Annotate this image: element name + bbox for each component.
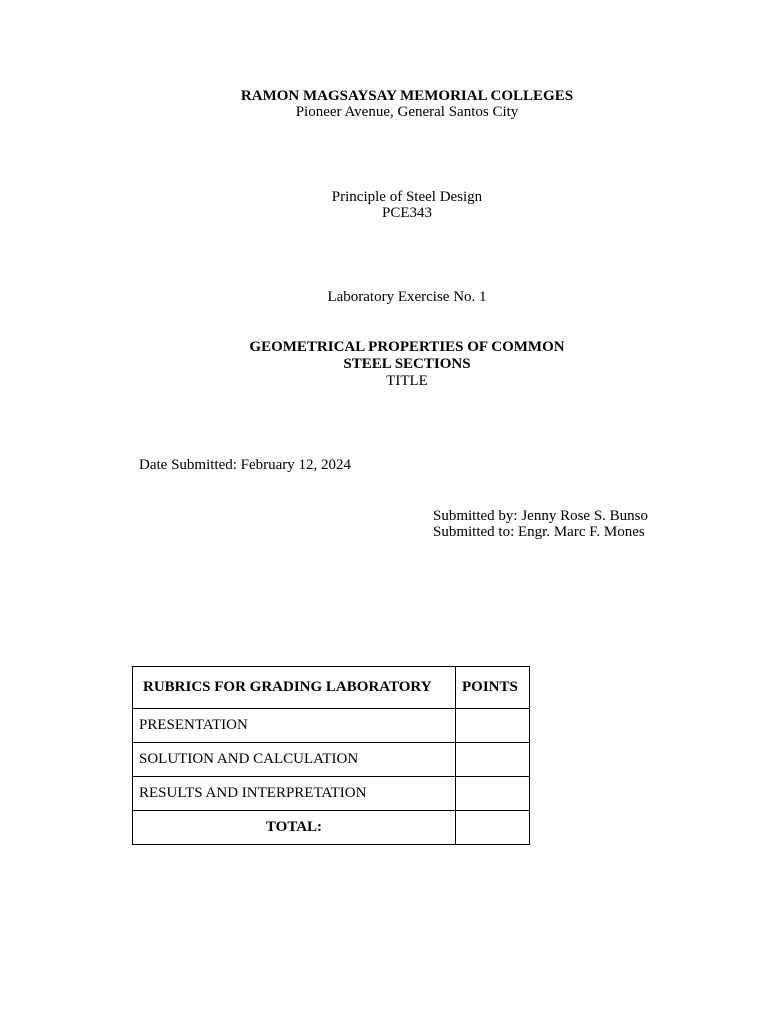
rubrics-header-points: POINTS: [456, 667, 530, 709]
exercise-title-line2: STEEL SECTIONS: [343, 356, 471, 372]
rubric-criterion: SOLUTION AND CALCULATION: [133, 743, 456, 777]
course-name: Principle of Steel Design: [331, 189, 483, 205]
date-submitted: Date Submitted: February 12, 2024: [139, 457, 352, 473]
exercise-label: Laboratory Exercise No. 1: [327, 289, 487, 305]
rubric-points-cell: [456, 777, 530, 811]
exercise-title-line1: GEOMETRICAL PROPERTIES OF COMMON: [249, 339, 565, 355]
rubric-total-points-cell: [456, 811, 530, 845]
rubric-total-label: TOTAL:: [133, 811, 456, 845]
institution-name: RAMON MAGSAYSAY MEMORIAL COLLEGES: [240, 88, 574, 104]
rubric-criterion: PRESENTATION: [133, 709, 456, 743]
exercise-title-caption: TITLE: [386, 373, 428, 389]
table-row: [133, 743, 530, 777]
submitted-to: Submitted to: Engr. Marc F. Mones: [433, 524, 645, 540]
rubric-points-cell: [456, 743, 530, 777]
submitted-by: Submitted by: Jenny Rose S. Bunso: [433, 508, 649, 524]
rubrics-header-row: [133, 667, 530, 709]
rubrics-total-row: [133, 811, 530, 845]
rubrics-table: [132, 666, 530, 845]
course-code: PCE343: [381, 205, 432, 221]
rubric-criterion: RESULTS AND INTERPRETATION: [133, 777, 456, 811]
institution-address: Pioneer Avenue, General Santos City: [295, 104, 519, 120]
table-row: [133, 777, 530, 811]
table-row: [133, 709, 530, 743]
rubrics-header-criteria: RUBRICS FOR GRADING LABORATORY: [133, 667, 456, 709]
rubric-points-cell: [456, 709, 530, 743]
